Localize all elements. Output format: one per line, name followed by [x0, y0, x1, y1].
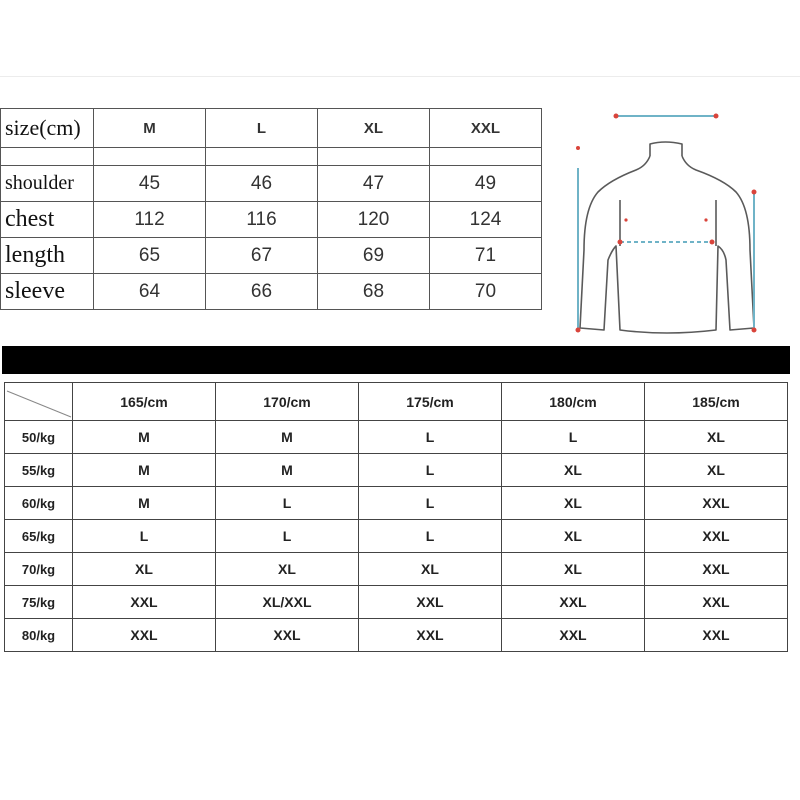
measurement-value: 47 — [318, 166, 430, 202]
size-column-header: M — [94, 109, 206, 148]
table-row — [5, 454, 788, 487]
size-cell: M — [216, 421, 359, 454]
measurement-value: 112 — [94, 202, 206, 238]
size-cell: XXL — [359, 586, 502, 619]
size-column-header: L — [206, 109, 318, 148]
size-cell: XXL — [73, 586, 216, 619]
weight-label: 75/kg — [5, 586, 73, 619]
height-column-header: 180/cm — [502, 383, 645, 421]
measurement-row-chest — [1, 202, 542, 238]
top-divider — [0, 76, 800, 77]
table-gap-row — [1, 148, 542, 166]
weight-label: 80/kg — [5, 619, 73, 652]
size-cell: L — [359, 520, 502, 553]
height-header-row — [5, 383, 788, 421]
gap-cell — [1, 148, 94, 166]
size-cell: XL — [359, 553, 502, 586]
size-cell: L — [359, 454, 502, 487]
size-cell: XL — [502, 487, 645, 520]
size-cell: XL — [73, 553, 216, 586]
measurement-value: 71 — [430, 238, 542, 274]
size-cell: M — [73, 454, 216, 487]
measurement-label: length — [1, 238, 94, 274]
measurement-row-shoulder — [1, 166, 542, 202]
diagonal-corner-cell — [5, 383, 73, 421]
section-divider-bar — [2, 346, 790, 374]
gap-cell — [94, 148, 206, 166]
size-cell: XL — [502, 454, 645, 487]
gap-cell — [206, 148, 318, 166]
measurement-value: 69 — [318, 238, 430, 274]
size-cell: XXL — [502, 586, 645, 619]
size-cell: L — [502, 421, 645, 454]
size-cell: M — [73, 421, 216, 454]
measurement-row-length — [1, 238, 542, 274]
measurement-value: 45 — [94, 166, 206, 202]
sweater-measurement-diagram-icon — [566, 100, 766, 340]
weight-label: 65/kg — [5, 520, 73, 553]
size-column-header: XXL — [430, 109, 542, 148]
weight-height-size-table — [4, 382, 788, 652]
height-column-header: 165/cm — [73, 383, 216, 421]
measurement-value: 116 — [206, 202, 318, 238]
measurement-value: 66 — [206, 274, 318, 310]
height-column-header: 170/cm — [216, 383, 359, 421]
weight-label: 55/kg — [5, 454, 73, 487]
weight-label: 70/kg — [5, 553, 73, 586]
size-column-header: XL — [318, 109, 430, 148]
size-cell: XXL — [216, 619, 359, 652]
height-column-header: 185/cm — [645, 383, 788, 421]
measurement-value: 120 — [318, 202, 430, 238]
diagonal-line — [5, 383, 73, 420]
measurement-value: 49 — [430, 166, 542, 202]
measurement-label: shoulder — [1, 166, 94, 202]
size-cell: XL — [216, 553, 359, 586]
size-unit-label: size(cm) — [1, 109, 94, 148]
size-cell: XL — [502, 553, 645, 586]
height-column-header: 175/cm — [359, 383, 502, 421]
gap-cell — [430, 148, 542, 166]
size-cell: L — [216, 520, 359, 553]
table-row — [5, 586, 788, 619]
size-cell: L — [359, 487, 502, 520]
table-row — [5, 487, 788, 520]
size-header-row — [1, 109, 542, 148]
table-row — [5, 421, 788, 454]
size-measurement-table — [0, 108, 542, 310]
size-cell: M — [216, 454, 359, 487]
measurement-value: 124 — [430, 202, 542, 238]
weight-label: 60/kg — [5, 487, 73, 520]
measurement-value: 46 — [206, 166, 318, 202]
size-cell: XL/XXL — [216, 586, 359, 619]
table-row — [5, 553, 788, 586]
table-row — [5, 520, 788, 553]
measurement-label: sleeve — [1, 274, 94, 310]
size-cell: XL — [645, 454, 788, 487]
size-cell: XXL — [359, 619, 502, 652]
size-cell: XXL — [645, 586, 788, 619]
measurement-value: 68 — [318, 274, 430, 310]
measurement-value: 64 — [94, 274, 206, 310]
size-cell: L — [73, 520, 216, 553]
size-cell: XXL — [502, 619, 645, 652]
size-cell: XXL — [645, 520, 788, 553]
size-cell: L — [359, 421, 502, 454]
size-cell: XXL — [645, 619, 788, 652]
size-cell: XXL — [73, 619, 216, 652]
measurement-row-sleeve — [1, 274, 542, 310]
gap-cell — [318, 148, 430, 166]
size-cell: XXL — [645, 487, 788, 520]
weight-label: 50/kg — [5, 421, 73, 454]
measurement-value: 65 — [94, 238, 206, 274]
size-cell: XL — [645, 421, 788, 454]
size-cell: XL — [502, 520, 645, 553]
measurement-value: 70 — [430, 274, 542, 310]
measurement-label: chest — [1, 202, 94, 238]
size-cell: L — [216, 487, 359, 520]
measurement-value: 67 — [206, 238, 318, 274]
size-cell: M — [73, 487, 216, 520]
size-cell: XXL — [645, 553, 788, 586]
table-row — [5, 619, 788, 652]
